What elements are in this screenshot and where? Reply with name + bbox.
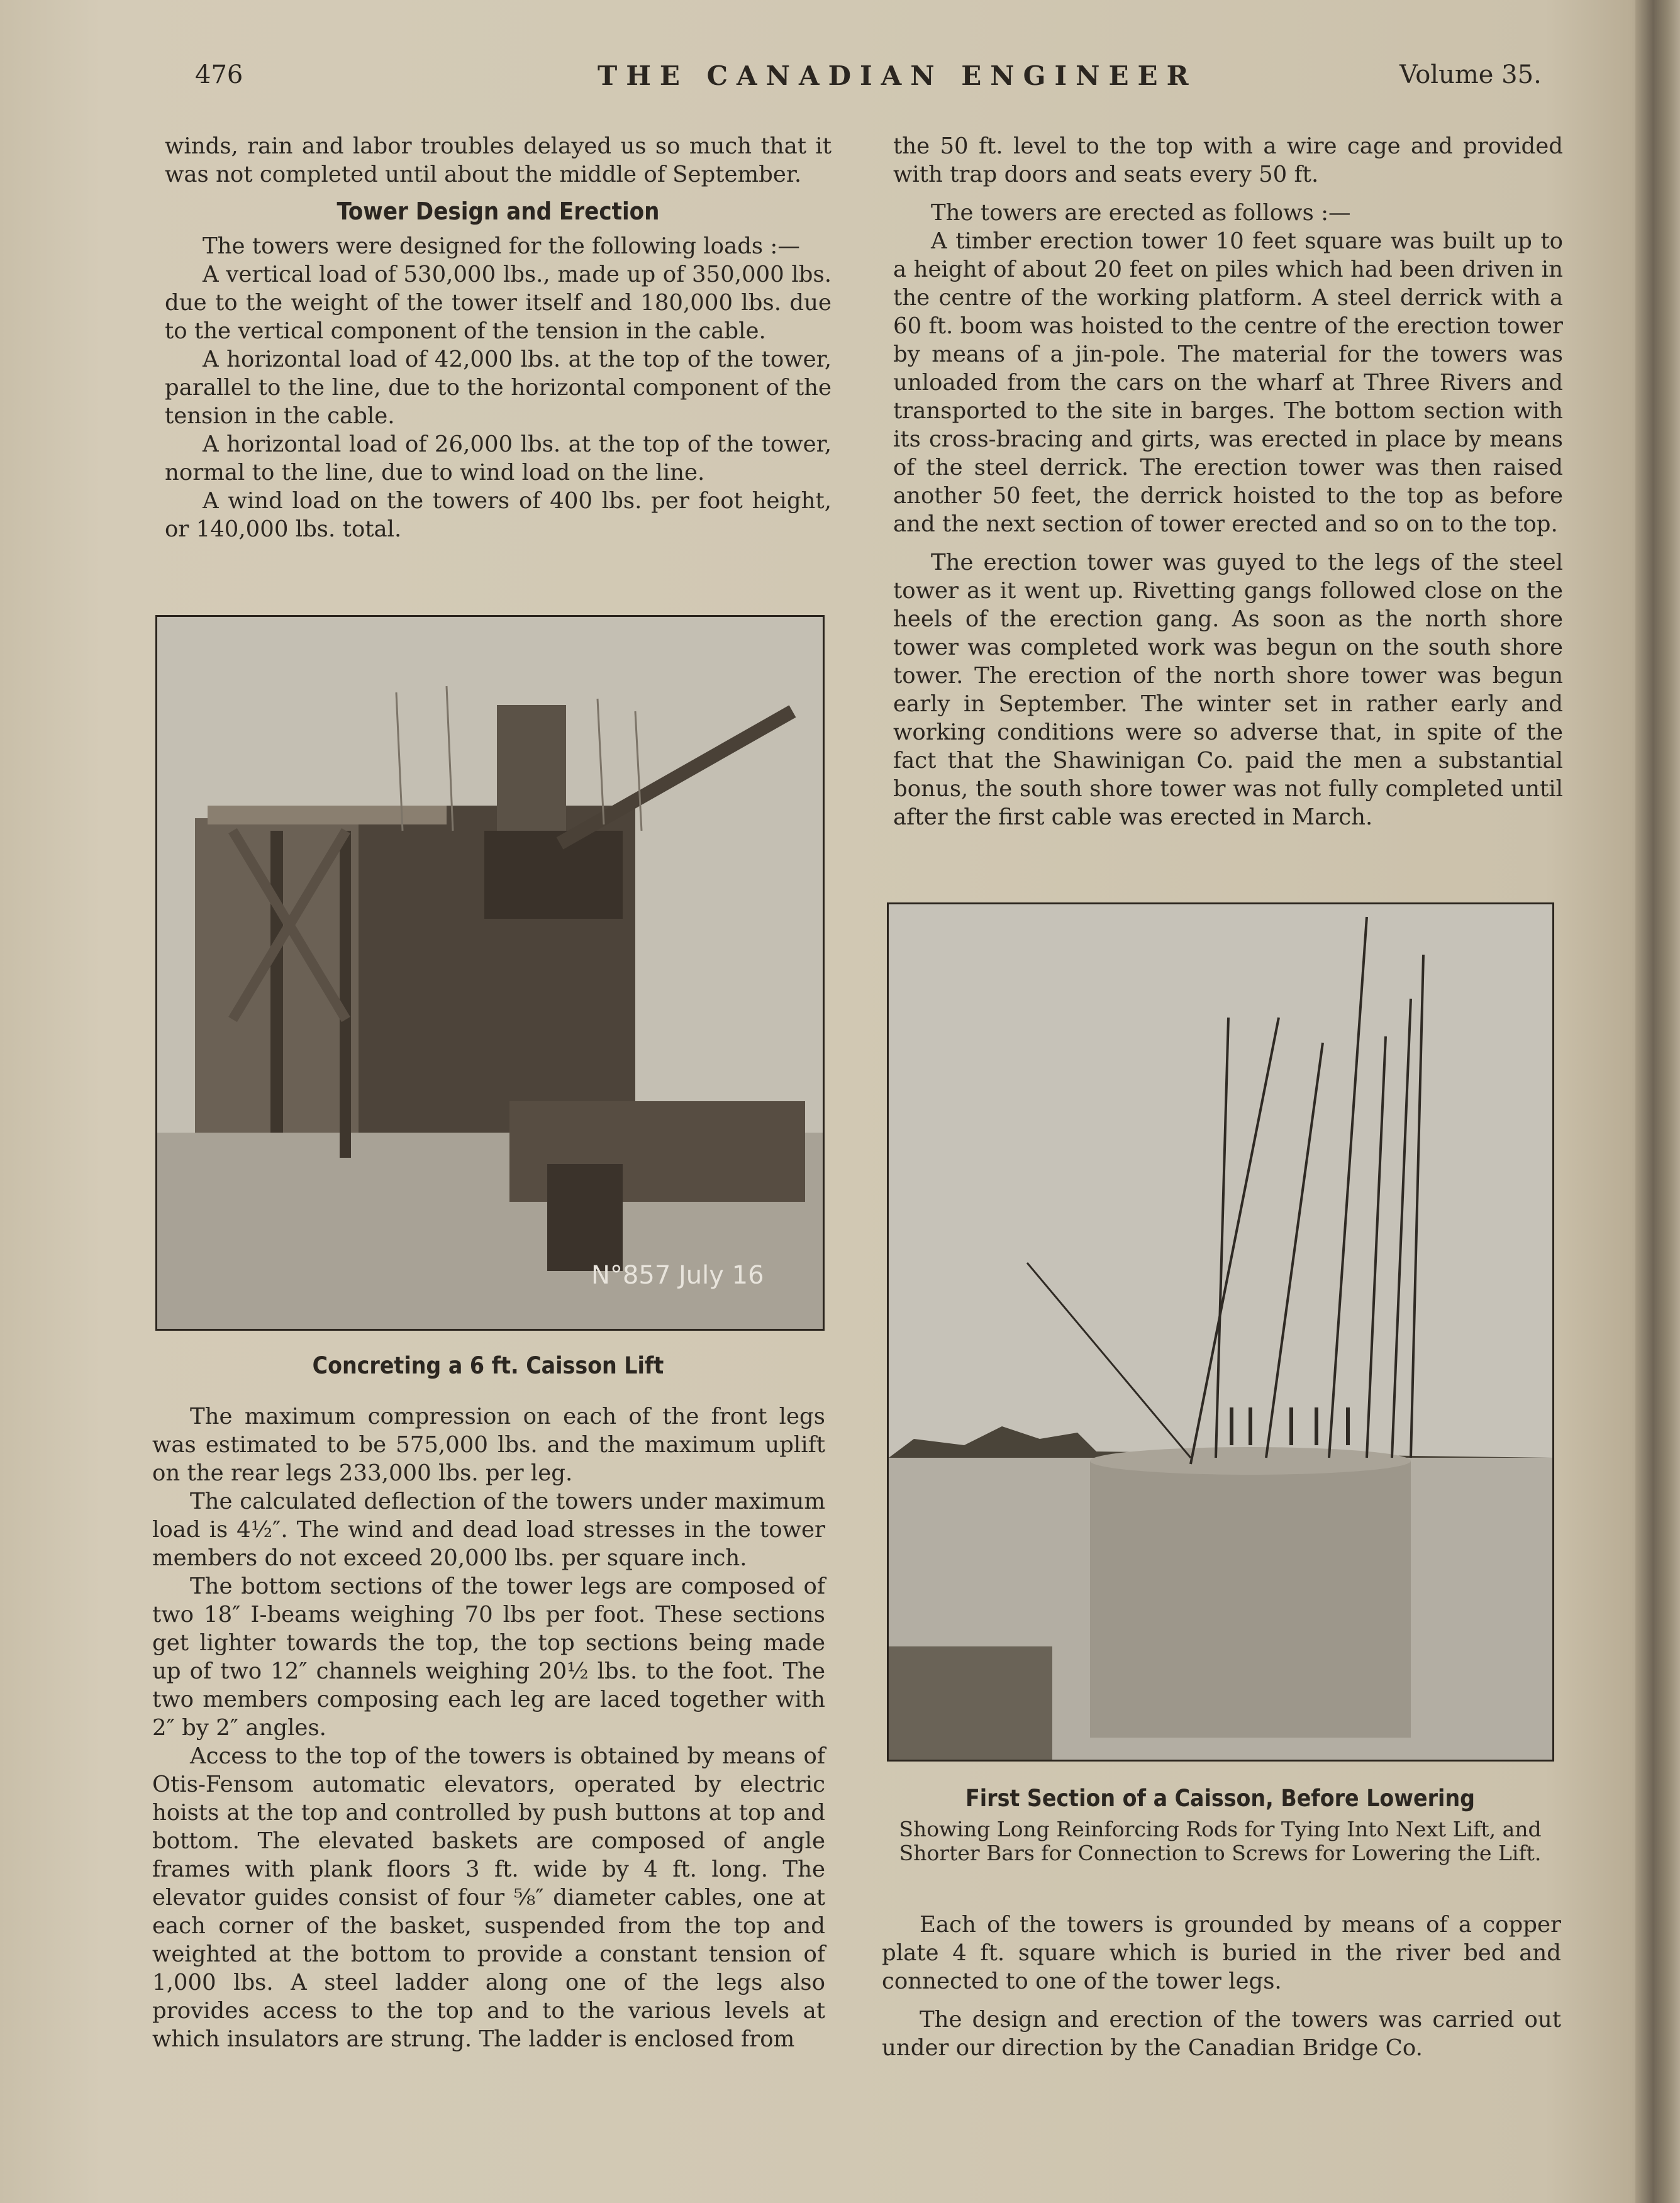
paragraph: A wind load on the towers of 400 lbs. per foot height, or 140,000 lbs. total. (165, 488, 832, 542)
book-gutter (1635, 0, 1680, 2203)
paragraph: winds, rain and labor troubles delayed us so much that it was not completed until about the middle of September. (165, 133, 832, 187)
left-column-top (165, 132, 832, 543)
paragraph: the 50 ft. level to the top with a wire cage and provided with trap doors and seats every 50 ft. (893, 133, 1563, 187)
paragraph: The calculated deflection of the towers under maximum load is 4½″. The wind and dead load stresses in the tower members do not exceed 20,000 lbs. per square inch. (152, 1489, 825, 1571)
caisson-section-photo (887, 902, 1554, 1762)
paragraph: The design and erection of the towers was carried out under our direction by the Canadian Bridge Co. (882, 2007, 1561, 2061)
paragraph: The bottom sections of the tower legs are composed of two 18″ I-beams weighing 70 lbs per foot. These sections get lighter towards the top, the top sections being made up of two 12″ channels weighing 20½ lbs. to the foot. The two members composing each leg are laced together with 2″ by 2″ angles. (152, 1573, 825, 1741)
left-column-bottom (152, 1402, 825, 2053)
paragraph: The erection tower was guyed to the legs of the steel tower as it went up. Rivetting gangs followed close on the heels of the erection gang. As soon as the north shore tower was completed work was begun on the south shore tower. The erection of the north shore tower was begun early in September. The winter set in rather early and working conditions were so adverse that, in spite of the fact that the Shawinigan Co. paid the men a substantial bonus, the south shore tower was not fully completed until after the first cable was erected in March. (893, 550, 1563, 830)
paragraph: A horizontal load of 42,000 lbs. at the top of the tower, parallel to the line, due to the horizontal component of the tension in the cable. (165, 347, 832, 429)
paragraph: A horizontal load of 26,000 lbs. at the top of the tower, normal to the line, due to wind load on the line. (165, 431, 832, 486)
paragraph: The maximum compression on each of the front legs was estimated to be 575,000 lbs. and the maximum uplift on the rear legs 233,000 lbs. per leg. (152, 1404, 825, 1486)
figure1-caption: Concreting a 6 ft. Caisson Lift (312, 1352, 664, 1379)
paragraph: A timber erection tower 10 feet square was built up to a height of about 20 feet on piles which had been driven in the centre of the working platform. A steel derrick with a 60 ft. boom was hoisted to the centre of the erection tower by means of a jin-pole. The material for the towers was unloaded from the cars on the wharf at Three Rivers and transported to the site in barges. The bottom section with its cross-bracing and girts, was erected in place by means of the steel derrick. The erection tower was then raised another 50 feet, the derrick hoisted to the top as before and the next section of tower erected and so on to the top. (893, 228, 1563, 537)
journal-title: THE CANADIAN ENGINEER (598, 60, 1198, 91)
right-column-top (893, 132, 1563, 831)
paragraph: Each of the towers is grounded by means of a copper plate 4 ft. square which is buried in the river bed and connected to one of the tower legs. (882, 1912, 1561, 1994)
paragraph: The towers were designed for the following loads :— (203, 233, 800, 259)
paragraph: A vertical load of 530,000 lbs., made up of 350,000 lbs. due to the weight of the tower itself and 180,000 lbs. due to the vertical component of the tension in the cable. (165, 262, 832, 344)
page-header (0, 60, 1680, 98)
volume-label: Volume 35. (1399, 60, 1542, 89)
photo-plate-number: N°857 July 16 (591, 1261, 764, 1290)
figure2-caption-subtitle: Showing Long Reinforcing Rods for Tying Into Next Lift, and Shorter Bars for Connection to Screws for Lowering the Lift. (899, 1817, 1542, 1865)
caisson-concreting-photo (155, 615, 825, 1331)
right-column-bottom (882, 1911, 1561, 2062)
paragraph: Access to the top of the towers is obtained by means of Otis-Fensom automatic elevators, operated by electric hoists at the top and controlled by push buttons at top and bottom. The elevated baskets are composed of angle frames with plank floors 3 ft. wide by 4 ft. long. The elevator guides consist of four ⅝″ diameter cables, one at each corner of the basket, suspended from the top and weighted at the bottom to provide a constant tension of 1,000 lbs. A steel ladder along one of the legs also provides access to the top and to the various levels at which insulators are strung. The ladder is enclosed from (152, 1743, 825, 2052)
figure2-caption-title: First Section of a Caisson, Before Lowering (965, 1785, 1475, 1812)
paragraph: The towers are erected as follows :— (931, 200, 1351, 226)
page-number: 476 (195, 60, 243, 89)
section-heading: Tower Design and Erection (337, 197, 660, 225)
